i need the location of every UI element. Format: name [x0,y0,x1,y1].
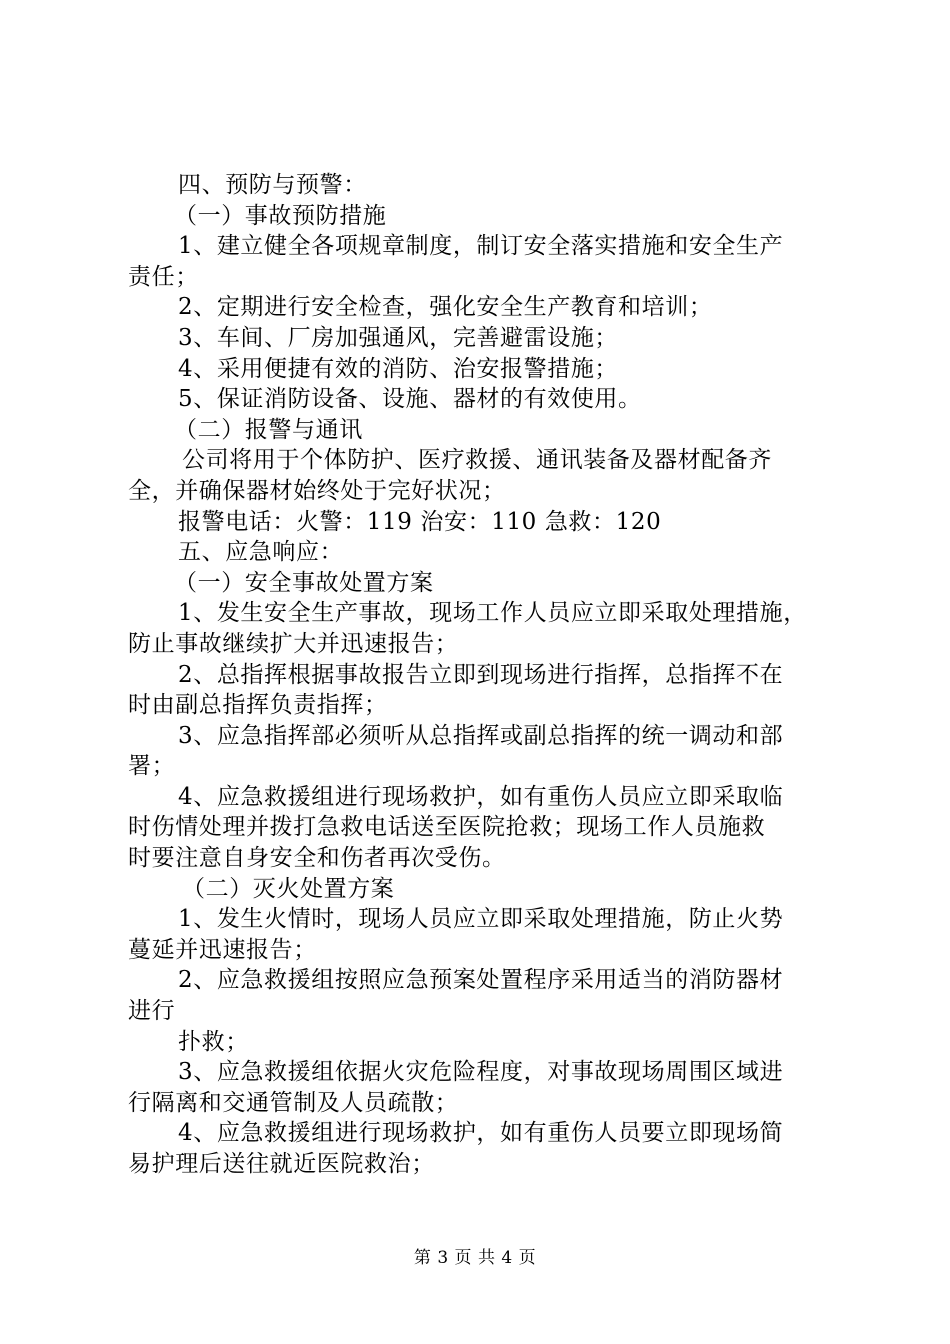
text-line: 1、发生安全生产事故，现场工作人员应立即采取处理措施， [178,600,807,627]
text-line: 2、应急救援组按照应急预案处置程序采用适当的消防器材 [178,967,784,994]
text-line: （二）灭火处置方案 [182,875,395,902]
text-line: 四、预防与预警： [178,172,367,198]
text-line: 报警电话：火警：119 治安：110 急救：120 [178,508,662,535]
text-line: 防止事故继续扩大并迅速报告； [128,630,459,657]
text-line: 易护理后送往就近医院救治； [128,1151,435,1177]
text-line: 署； [128,753,176,780]
text-line: 4、应急救援组进行现场救护，如有重伤人员应立即采取临 [178,783,784,810]
text-line: 公司将用于个体防护、医疗救援、通讯装备及器材配备齐 [182,447,772,474]
text-line: 3、应急救援组依据火灾危险程度，对事故现场周围区域进 [178,1059,784,1086]
text-line: （二）报警与通讯 [174,416,363,443]
text-line: 1、发生火情时，现场人员应立即采取处理措施，防止火势 [178,906,784,933]
page-footer: 第 3 页 共 4 页 [413,1248,537,1268]
text-line: 3、车间、厂房加强通风，完善避雷设施； [178,324,619,351]
text-line: 4、应急救援组进行现场救护，如有重伤人员要立即现场简 [178,1120,784,1147]
text-line: 2、总指挥根据事故报告立即到现场进行指挥，总指挥不在 [178,661,784,688]
text-line: 时要注意自身安全和伤者再次受伤。 [128,845,506,872]
text-line: 时由副总指挥负责指挥； [128,692,388,719]
text-line: 全，并确保器材始终处于完好状况； [128,477,506,504]
text-line: 3、应急指挥部必须听从总指挥或副总指挥的统一调动和部 [178,722,784,749]
text-line: 责任； [128,263,199,290]
text-line: 蔓延并迅速报告； [128,936,317,963]
text-line: 进行 [128,998,176,1025]
text-line: （一）安全事故处置方案 [174,569,434,596]
text-line: 行隔离和交通管制及人员疏散； [128,1089,459,1116]
text-line: 2、定期进行安全检查，强化安全生产教育和培训； [178,294,713,321]
text-line: （一）事故预防措施 [174,202,387,229]
text-line: 扑救； [178,1028,249,1055]
text-line: 时伤情处理并拨打急救电话送至医院抢救；现场工作人员施救 [128,814,766,841]
document-body [128,170,828,1180]
text-line: 1、建立健全各项规章制度，制订安全落实措施和安全生产 [178,233,784,260]
text-line: 4、采用便捷有效的消防、治安报警措施； [178,355,619,382]
text-line: 五、应急响应： [178,539,344,566]
text-line: 5、保证消防设备、设施、器材的有效使用。 [178,386,642,413]
